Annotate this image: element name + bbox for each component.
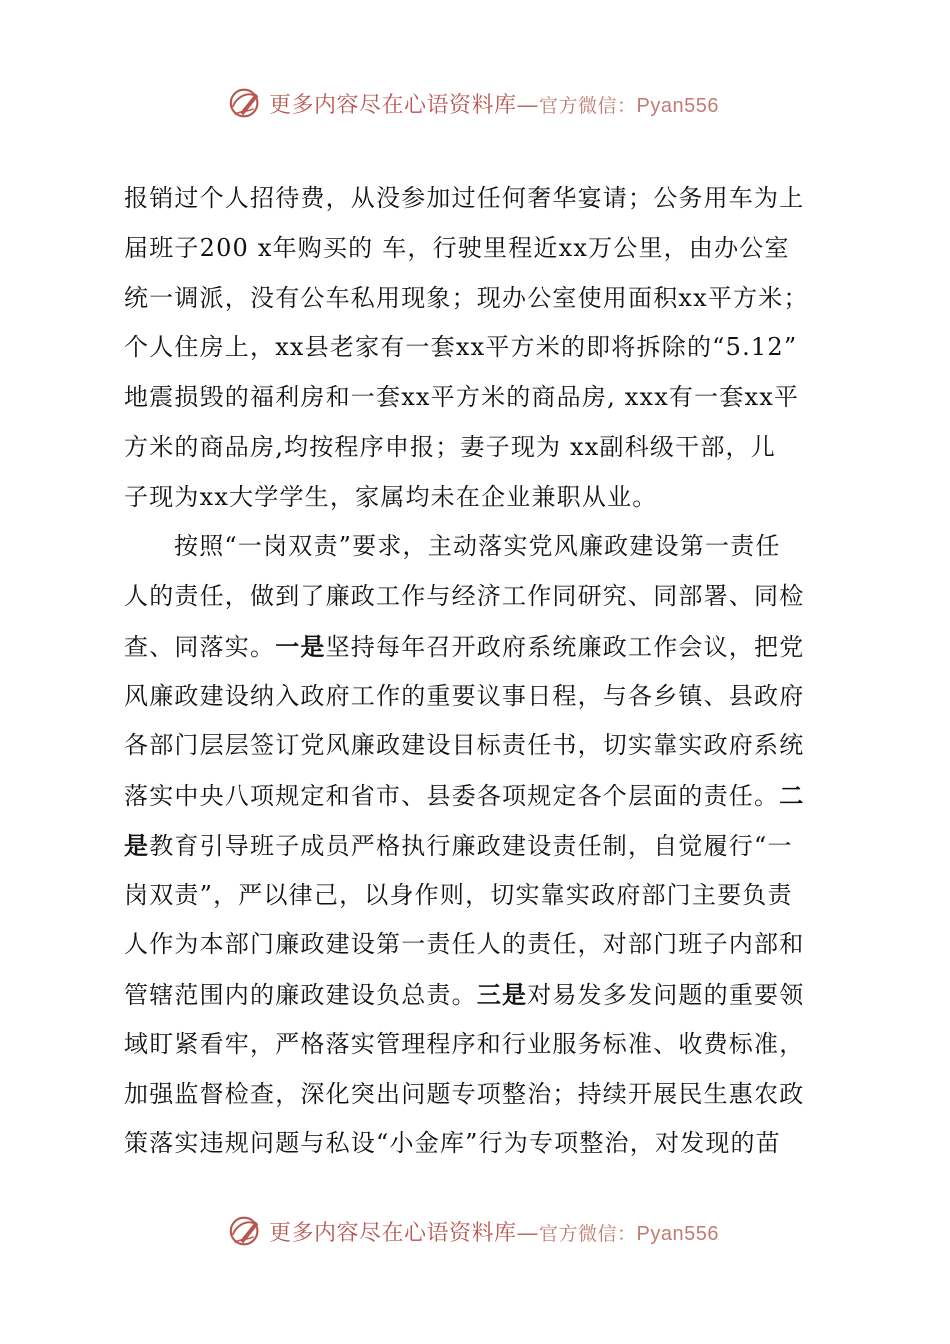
text-line: 报销过个人招待费，从没参加过任何奢华宴请；公务用车为上 (124, 184, 805, 212)
pen-swirl-logo-icon (227, 1212, 265, 1250)
paragraph-2 (124, 522, 828, 1169)
text-line: 加强监督检查，深化突出问题专项整治；持续开展民生惠农政 (124, 1079, 805, 1108)
text-line: 管辖范围内的廉政建设负总责。三是对易发多发问题的重要领 (124, 980, 805, 1009)
text-line: 人的责任，做到了廉政工作与经济工作同研究、同部署、同检 (124, 582, 805, 610)
text-line: 域盯紧看牢，严格落实管理程序和行业服务标准、收费标准， (124, 1029, 805, 1058)
text-line: 各部门层层签订党风廉政建设目标责任书，切实靠实政府系统 (124, 731, 805, 760)
text-line: 落实中央八项规定和省市、县委各项规定各个层面的责任。二 (124, 781, 805, 810)
emphasis-second-b: 是 (124, 830, 150, 860)
text-line: 个人住房上，xx县老家有一套xx平方米的即将拆除的“5.12” (124, 333, 798, 362)
text-line: 人作为本部门廉政建设第一责任人的责任，对部门班子内部和 (124, 930, 805, 959)
text-line: 是教育引导班子成员严格执行廉政建设责任制，自觉履行“一 (124, 830, 793, 860)
text-line: 统一调派，没有公车私用现象；现办公室使用面积xx平方米； (124, 283, 809, 312)
watermark-text: 更多内容尽在心语资料库—官方微信：Pyan556 (269, 92, 719, 118)
emphasis-first: 一是 (275, 631, 326, 661)
text-line: 方米的商品房,均按程序申报；妻子现为 xx副科级干部，儿 (124, 432, 776, 461)
text-line: 子现为xx大学学生，家属均未在企业兼职从业。 (124, 482, 658, 511)
document-body (124, 174, 828, 1169)
text-line: 岗双责”，严以律己，以身作则，切实靠实政府部门主要负责 (124, 880, 793, 909)
emphasis-third: 三是 (476, 980, 528, 1009)
footer-watermark-banner (0, 1206, 950, 1256)
header-watermark-banner (0, 78, 950, 128)
text-line: 地震损毁的福利房和一套xx平方米的商品房, xxx有一套xx平 (124, 383, 800, 411)
watermark-text: 更多内容尽在心语资料库—官方微信：Pyan556 (269, 1220, 719, 1246)
pen-swirl-logo-icon (227, 84, 265, 122)
text-line: 按照“一岗双责”要求，主动落实党风廉政建设第一责任 (174, 532, 781, 561)
text-line: 策落实违规问题与私设“小金库”行为专项整治，对发现的苗 (124, 1129, 781, 1158)
paragraph-1 (124, 174, 828, 522)
text-line: 查、同落实。一是坚持每年召开政府系统廉政工作会议，把党 (124, 631, 805, 661)
emphasis-second-a: 二 (779, 781, 805, 810)
text-line: 风廉政建设纳入政府工作的重要议事日程，与各乡镇、县政府 (124, 681, 805, 710)
text-line: 届班子200 x年购买的 车，行驶里程近xx万公里，由办公室 (124, 233, 790, 262)
